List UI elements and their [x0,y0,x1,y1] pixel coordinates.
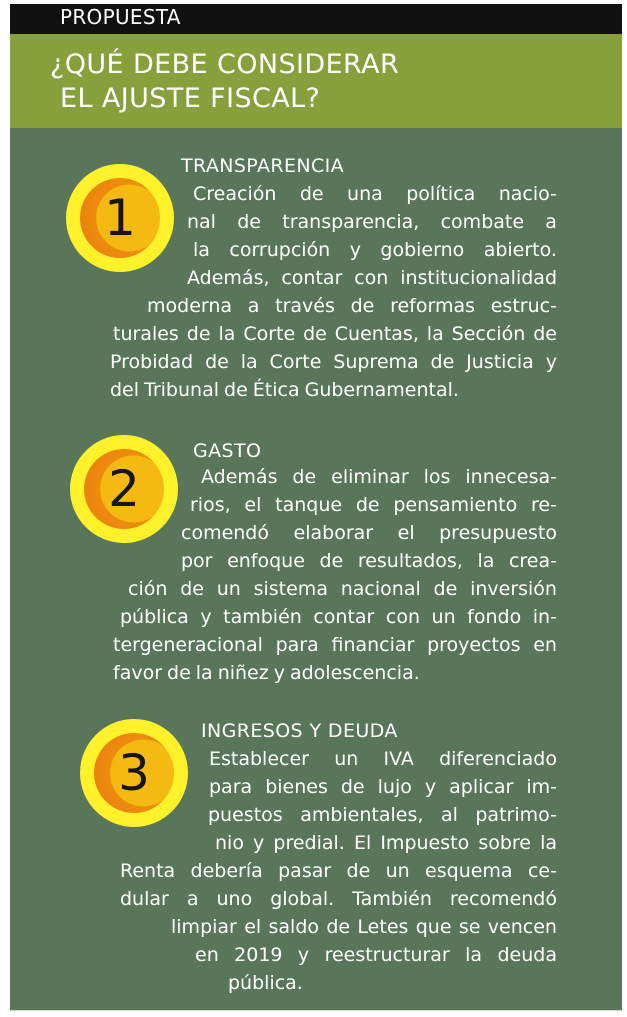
body-word: niñez [217,662,269,684]
body-word: un [431,606,456,628]
body-word: de [237,211,261,233]
body-word: de [430,351,455,373]
body-word: predial. [273,832,345,854]
body-line [208,801,557,829]
body-word: nal [187,211,216,233]
body-word: uno [216,888,253,910]
body-word: lujo [377,776,412,798]
body-line [147,292,557,320]
body-word: un [216,578,241,600]
body-word: presupuesto [439,522,557,544]
body-word: una [347,183,383,205]
body-word: Sección [451,323,526,345]
body-word: pensamiento [393,494,518,516]
body-word: Suprema [333,351,419,373]
body-line [190,491,557,519]
body-word: la [426,323,444,345]
body-word: el [244,494,262,516]
body-line [228,969,557,997]
body-word: tergeneracional [113,634,263,656]
body-line [120,885,557,913]
section-heading-transparencia: TRANSPARENCIA [181,155,345,177]
body-word: gobierno [380,239,465,261]
body-word: favor [113,662,163,684]
body-word: crea- [508,550,557,572]
body-word: aplicar [449,776,514,798]
body-line [209,773,557,801]
body-word: de [180,578,204,600]
body-word: la [477,550,495,572]
body-word: También [352,888,432,910]
body-word: de [326,916,351,938]
body-word: de [303,323,327,345]
body-word: del [110,379,140,401]
body-word: diferenciado [439,748,557,770]
body-word: resultados, [357,550,463,572]
body-word: IVA [383,748,414,770]
body-word: ce- [527,860,557,882]
body-word: El [353,832,372,854]
body-word: proyectos [427,634,521,656]
body-word: a [186,888,199,910]
body-word: 2019 [234,944,283,966]
body-word: por [181,550,213,572]
body-word: a [545,211,557,233]
body-word: de [299,183,324,205]
body-word: transparencia, [282,211,420,233]
body-word: de [292,466,317,488]
body-word: ción [128,578,168,600]
body-word: financiar [331,634,415,656]
body-line [215,829,557,857]
page-title-line-2: EL AJUSTE FISCAL? [60,83,321,114]
body-word: de [224,379,248,401]
badge-number: 1 [104,189,136,247]
body-line [209,745,557,773]
body-line [110,376,557,404]
body-word: comendó [181,522,269,544]
body-word: el [397,522,415,544]
body-word: vencen [487,916,557,938]
body-word: el [244,916,262,938]
body-word: tanque [275,494,343,516]
body-word: Corte [269,351,322,373]
body-word: la [195,662,213,684]
body-word: elaborar [293,522,374,544]
header-label: PROPUESTA [60,5,181,29]
body-word: enfoque [227,550,305,572]
body-line [187,264,557,292]
body-word: fondo [467,606,522,628]
body-word: rios, [190,494,231,516]
body-word: y [297,944,310,966]
body-word: Impuesto [380,832,470,854]
body-word: recomendó [449,888,557,910]
body-word: combate [440,211,525,233]
body-word: al [440,804,458,826]
body-word: pública. [228,972,303,994]
badge-number: 3 [118,744,150,802]
body-word: política [406,183,476,205]
body-word: y [349,239,361,261]
body-word: dular [120,888,169,910]
body-word: estruc- [490,295,557,317]
body-word: Tribunal [144,379,220,401]
body-word: con [354,267,389,289]
body-word: con [385,606,421,628]
body-word: Cuentas, [334,323,419,345]
body-word: sistema [253,578,328,600]
body-word: de [167,662,191,684]
body-word: puestos [208,804,283,826]
body-line [120,857,557,885]
body-word: la [193,239,210,261]
body-word: Establecer [209,748,309,770]
body-word: inversión [470,578,557,600]
body-word: de [433,578,458,600]
body-word: Ética [252,379,300,401]
number-badge-3 [80,719,188,827]
body-line [120,603,557,631]
body-word: a [247,295,260,317]
body-word: la [218,323,236,345]
body-word: re- [531,494,557,516]
body-word: y [253,832,265,854]
number-badge-2 [70,435,178,543]
body-word: que [415,916,452,938]
body-line [201,463,557,491]
body-word: de [319,550,344,572]
body-word: un [385,860,410,882]
body-line [113,631,557,659]
body-word: moderna [147,295,233,317]
body-word: nio [215,832,244,854]
body-line [195,941,557,969]
body-word: eliminar [331,466,409,488]
body-word: de [186,323,211,345]
body-word: de [355,494,380,516]
body-word: Además [201,466,278,488]
body-word: para [275,634,319,656]
body-word: pública [120,606,189,628]
body-word: en [533,634,557,656]
section-heading-ingresos-deuda: INGRESOS Y DEUDA [201,720,398,742]
body-line [171,913,557,941]
body-word: de [346,860,371,882]
section-heading-gasto: GASTO [193,440,262,462]
body-line [128,575,557,603]
body-word: través [275,295,335,317]
body-word: la [540,832,557,854]
body-word: adolescencia. [289,662,420,684]
body-word: Gubernamental. [304,379,459,401]
body-word: bienes [265,776,328,798]
body-word: sobre [478,832,531,854]
body-line [113,659,557,687]
body-word: limpiar [171,916,237,938]
body-word: Renta [120,860,176,882]
body-word: también [223,606,302,628]
body-word: Justicia [466,351,534,373]
body-word: Corte [243,323,296,345]
body-word: la [465,944,483,966]
body-line [110,348,557,376]
body-word: im- [526,776,557,798]
body-word: esquema [425,860,513,882]
body-word: un [334,748,359,770]
body-line [181,547,557,575]
body-word: deuda [497,944,557,966]
body-word: se [458,916,481,938]
body-word: Creación [193,183,277,205]
badge-number: 2 [108,460,140,518]
body-word: Letes [357,916,409,938]
body-word: la [240,351,258,373]
body-word: y [200,606,212,628]
body-word: y [545,351,557,373]
body-word: contar [281,267,343,289]
body-word: ambientales, [300,804,424,826]
body-word: de [205,351,229,373]
body-word: reestructurar [324,944,450,966]
body-word: Además, [187,267,270,289]
body-word: abierto. [483,239,557,261]
body-line [113,320,557,348]
body-word: institucionalidad [400,267,557,289]
body-word: reformas [390,295,476,317]
body-line [181,519,557,547]
body-word: de [350,295,375,317]
body-word: saldo [268,916,320,938]
bottom-divider [10,1010,622,1011]
body-word: nacional [340,578,421,600]
page-title-line-1: ¿QUÉ DEBE CONSIDERAR [50,49,400,80]
body-word: contar [313,606,375,628]
body-word: en [195,944,219,966]
body-word: debería [190,860,263,882]
body-word: para [209,776,253,798]
body-word: de [340,776,365,798]
body-word: y [273,662,285,684]
body-word: los [423,466,451,488]
body-word: y [424,776,437,798]
body-word: pasar [278,860,332,882]
body-word: nacio- [498,183,557,205]
body-word: global. [270,888,335,910]
body-word: in- [532,606,557,628]
body-word: turales [113,323,179,345]
body-word: innecesa- [465,466,557,488]
body-word: corrupción [229,239,331,261]
body-word: Probidad [110,351,194,373]
body-word: patrimo- [475,804,557,826]
body-word: de [533,323,557,345]
